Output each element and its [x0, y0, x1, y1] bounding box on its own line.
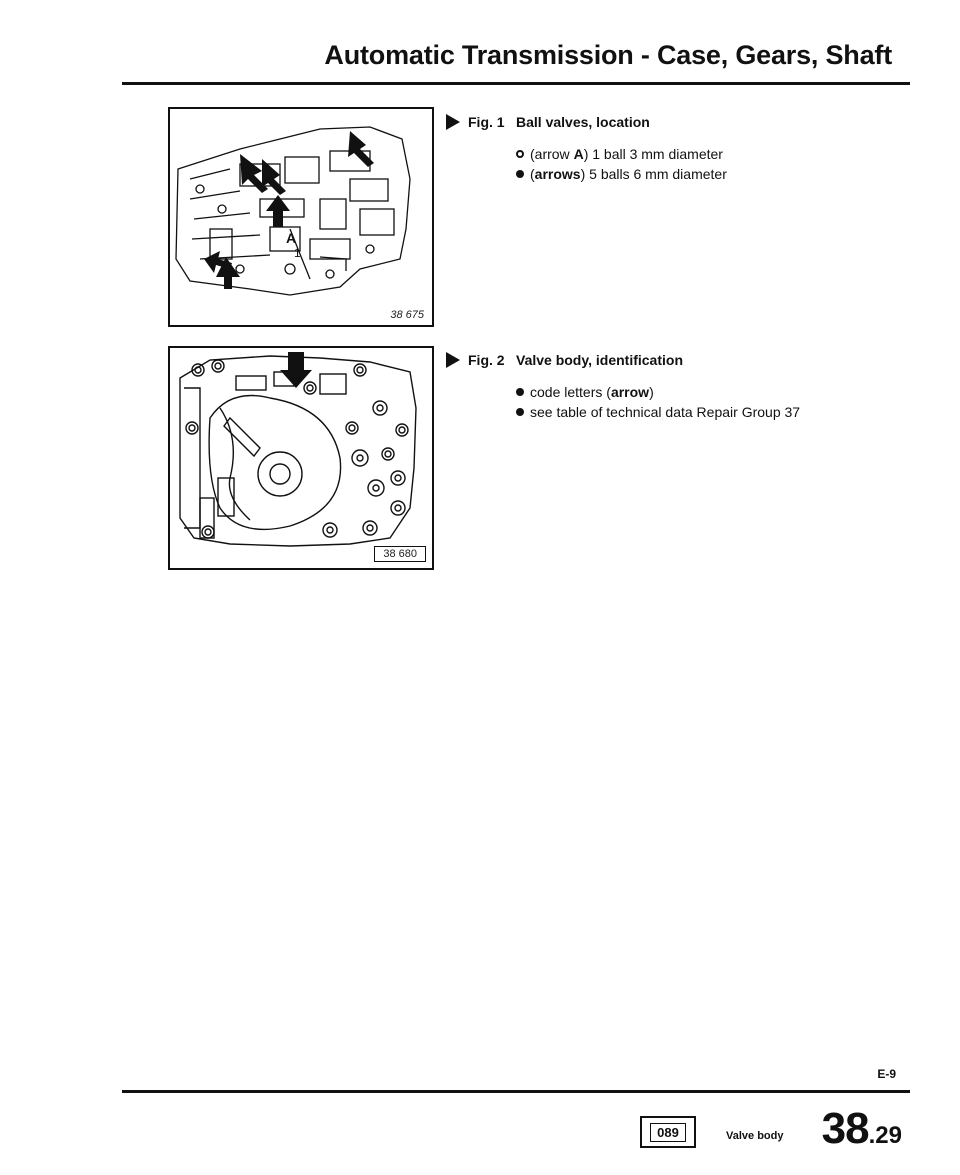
- footer-rule: [122, 1090, 910, 1093]
- figure-1-ref: 38 675: [390, 309, 424, 321]
- figure-2-notes: [516, 382, 800, 422]
- filled-circle-icon: [516, 408, 524, 416]
- figure-2-title: Valve body, identification: [516, 352, 683, 368]
- callout-1: 1: [294, 246, 301, 260]
- list-item: (arrow A) 1 ball 3 mm diameter: [516, 144, 727, 164]
- section-minor: .29: [868, 1122, 902, 1149]
- figure-2-image: [168, 346, 434, 570]
- section-major: 38: [821, 1104, 869, 1153]
- section-name: Valve body: [726, 1130, 784, 1142]
- page-title: Automatic Transmission - Case, Gears, Shaft: [324, 40, 892, 70]
- figure-1-title: Ball valves, location: [516, 114, 650, 130]
- filled-circle-icon: [516, 170, 524, 178]
- section-number: [822, 1104, 902, 1154]
- callout-a: A: [286, 230, 297, 246]
- valve-body-drawing-2: [170, 348, 432, 568]
- figure-2-ref: 38 680: [374, 546, 426, 562]
- list-item: code letters (arrow): [516, 382, 800, 402]
- figure-1-number: Fig. 1: [468, 114, 505, 130]
- figure-2-number: Fig. 2: [468, 352, 505, 368]
- figure-1-image: [168, 107, 434, 327]
- list-item: (arrows) 5 balls 6 mm diameter: [516, 164, 727, 184]
- model-code: 089: [650, 1123, 686, 1142]
- right-triangle-icon: [446, 352, 460, 368]
- header-rule: [122, 82, 910, 85]
- list-item: see table of technical data Repair Group 37: [516, 402, 800, 422]
- model-code-box: [640, 1116, 696, 1148]
- figure-2-caption: [446, 352, 683, 368]
- right-triangle-icon: [446, 114, 460, 130]
- figure-1-caption: [446, 114, 650, 130]
- open-circle-icon: [516, 150, 524, 158]
- page-id: E-9: [877, 1067, 896, 1081]
- valve-body-drawing-1: [170, 109, 432, 325]
- filled-circle-icon: [516, 388, 524, 396]
- figure-1-notes: [516, 144, 727, 184]
